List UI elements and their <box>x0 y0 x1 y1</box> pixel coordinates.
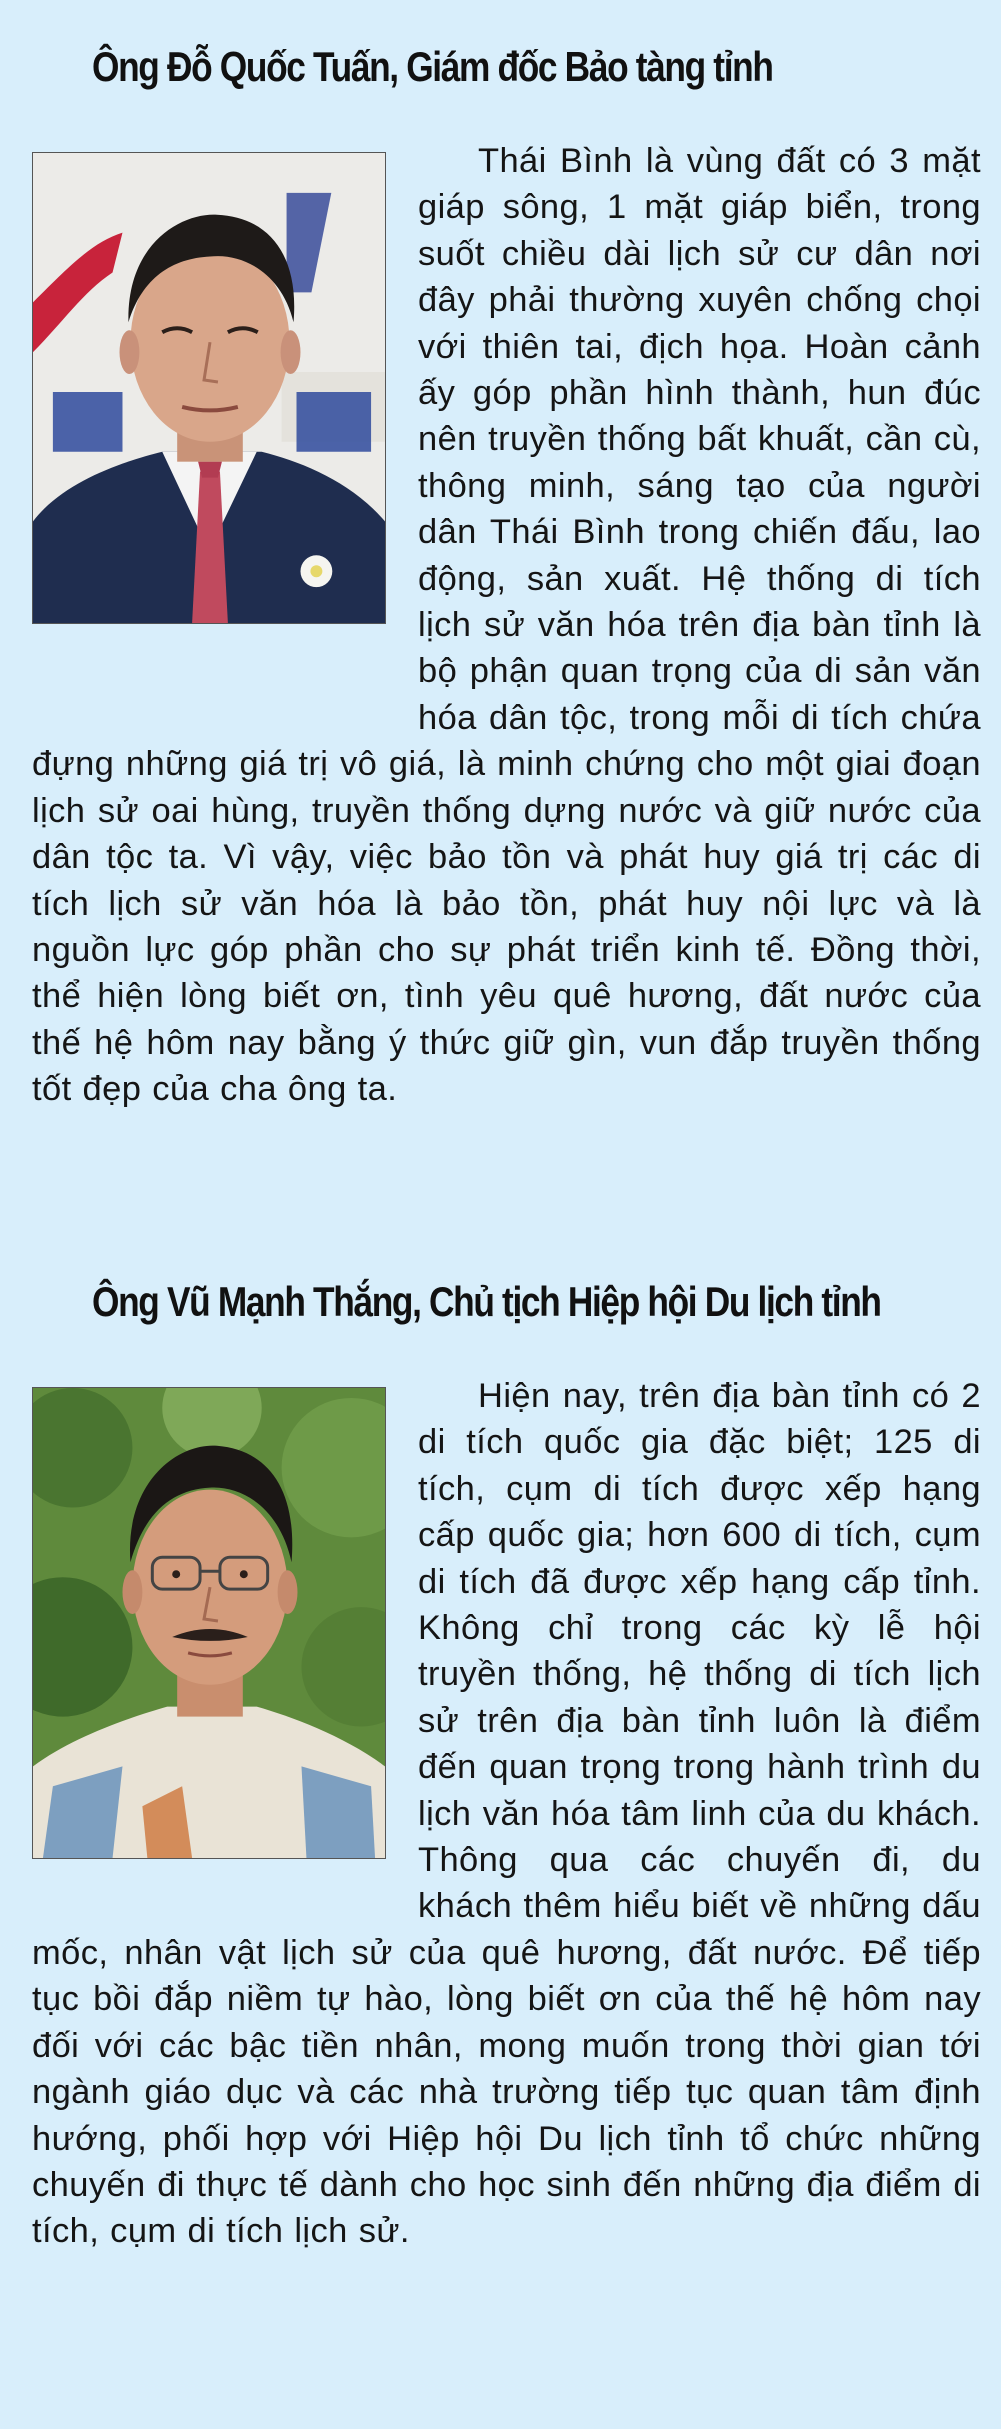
article-heading: Ông Đỗ Quốc Tuấn, Giám đốc Bảo tàng tỉnh <box>92 43 773 90</box>
article-body-text: Thái Bình là vùng đất có 3 mặt giáp sông, 1 mặt giáp biển, trong suốt chiều dài lịch sử cư dân nơi đây phải thường xuyên chống chọi với thiên tai, địch họa. Hoàn cảnh ấy góp phần hình thành, hun đúc nên truyền thống bất khuất, cần cù, thông minh, sáng tạo của người dân Thái Bình trong chiến đấu, lao động, sản xuất. Hệ thống di tích lịch sử văn hóa trên địa bàn tỉnh là bộ phận quan trọng của di sản văn hóa dân tộc, trong mỗi di tích chứa đựng những giá trị vô giá, là minh chứng cho một giai đoạn lịch sử oai hùng, truyền thống dựng nước và giữ nước của dân tộc ta. Vì vậy, việc bảo tồn và phát huy giá trị các di tích lịch sử văn hóa là bảo tồn, phát huy nội lực và là nguồn lực góp phần cho sự phát triển kinh tế. Đồng thời, thể hiện lòng biết ơn, tình yêu quê hương, đất nước của thế hệ hôm nay bằng ý thức giữ gìn, vun đắp truyền thống tốt đẹp của cha ông ta. <box>32 142 981 1109</box>
article-body <box>32 138 981 1113</box>
article-body <box>32 1373 981 2255</box>
article-heading: Ông Vũ Mạnh Thắng, Chủ tịch Hiệp hội Du lịch tỉnh <box>92 1278 881 1325</box>
photo-spacer <box>32 138 418 706</box>
photo-spacer <box>32 1373 418 1928</box>
article-body-text: Hiện nay, trên địa bàn tỉnh có 2 di tích quốc gia đặc biệt; 125 di tích, cụm di tích được xếp hạng cấp quốc gia; hơn 600 di tích, cụm di tích đã được xếp hạng cấp tỉnh. Không chỉ trong các kỳ lễ hội truyền thống, hệ thống di tích lịch sử trên địa bàn tỉnh luôn là điểm đến quan trọng trong hành trình du lịch văn hóa tâm linh của du khách. Thông qua các chuyến đi, du khách thêm hiểu biết về những dấu mốc, nhân vật lịch sử của quê hương, đất nước. Để tiếp tục bồi đắp niềm tự hào, lòng biết ơn của thế hệ hôm nay đối với các bậc tiền nhân, mong muốn trong thời gian tới ngành giáo dục và các nhà trường tiếp tục quan tâm định hướng, phối hợp với Hiệp hội Du lịch tỉnh tổ chức những chuyến đi thực tế dành cho học sinh đến những địa điểm di tích, cụm di tích lịch sử. <box>32 1377 981 2251</box>
